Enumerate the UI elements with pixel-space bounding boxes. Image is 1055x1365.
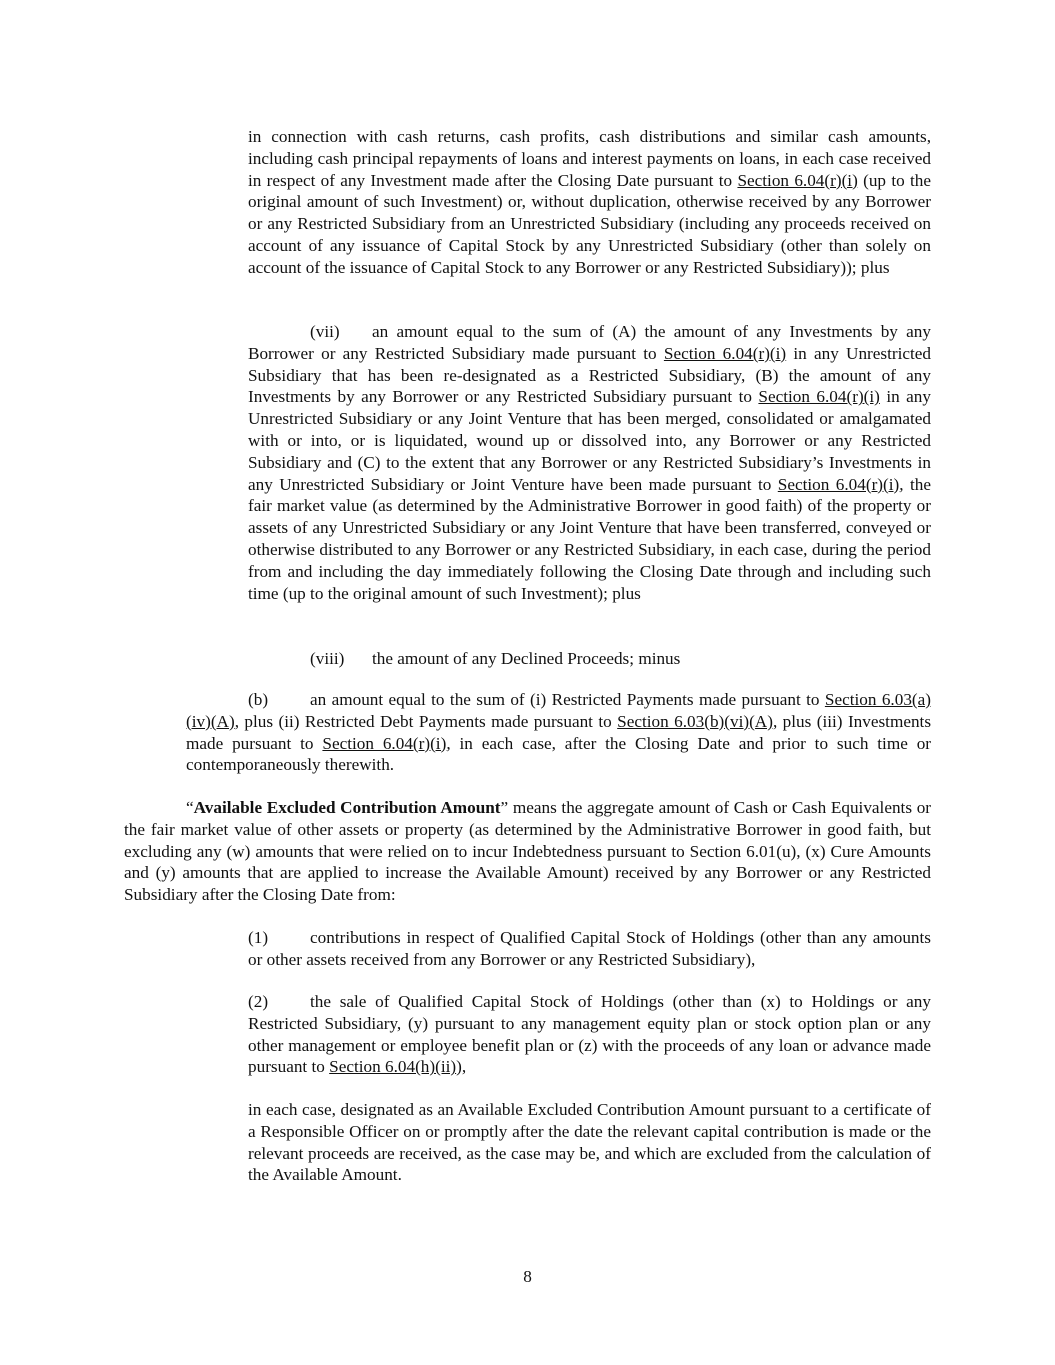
text-run: , plus (ii) Restricted Debt Payments made pursuant to [234,711,618,731]
section-reference: Section 6.04(r)(i) [663,343,787,363]
section-reference: Section 6.04(r)(i) [322,733,447,753]
clause-viii [248,648,931,670]
section-reference: Section 6.04(r)(i) [777,474,900,494]
text-run: in each case, designated as an Available Excluded Contribution Amount pursuant to a certificate of a Responsible Officer on or promptly after the date the relevant capital contribution is made or the relevant proceeds are received, as the case may be, and which are excluded from the calculation of the Available Amount. [248,1100,931,1185]
text-run: ), [456,1057,467,1077]
text-run: in any Unrestricted Subsidiary or any Joint Venture that has been merged, consolidated or amalgamated with or into, or is liquidated, wound up or dissolved into, any Borrower or any Restricted Subsidiary and (C) to the extent that any Borrower or any Restricted Subsidiary’s Investments in any Unrestricted Subsidiary or Joint Venture have been made pursuant to [248,387,931,494]
section-reference: Section 6.03(b)(vi)(A) [617,711,773,731]
clause-label: (b) [248,690,269,709]
item-1 [248,927,931,971]
text-run: (up to the original amount of such Investment) or, without duplication, otherwise received by any Borrower or any Restricted Subsidiary from an Unrestricted Subsidiary (including any proceeds received on account of any issuance of Capital Stock by any Unrestricted Subsidiary (other than solely on account of the issuance of Capital Stock to any Borrower or any Restricted Subsidiary)); plus [248,170,932,277]
text-run: , plus (iii) Investments made pursuant to [186,711,932,753]
text-run: an amount equal to the sum of (A) the amount of any Investments by any Borrower or any Restricted Subsidiary made pursuant to [248,322,931,363]
text-run: ” means the aggregate amount of Cash or Cash Equivalents or the fair market value of other assets or property (as determined by the Administrative Borrower in good faith, but excluding any (w) amounts that were relied on to incur Indebtedness pursuant to Section 6.01(u), (x) Cure Amounts and (y) amounts that are applied to increase the Available Amount) received by any Borrower or any Restricted Subsidiary after the Closing Date from: [124,798,932,905]
quote-mark: “ [186,798,194,817]
text-run: contributions in respect of Qualified Capital Stock of Holdings (other than any amounts or other assets received from any Borrower or any Restricted Subsidiary), [248,928,931,969]
page-number: 8 [523,1267,532,1286]
text-run: the amount of any Declined Proceeds; minus [372,649,681,668]
text-run: the sale of Qualified Capital Stock of Holdings (other than (x) to Holdings or any Restricted Subsidiary, (y) pursuant to any management equity plan or stock option plan or any other management or employee benefit plan or (z) with the proceeds of any loan or advance made pursuant to [248,992,931,1077]
text-run: in any Unrestricted Subsidiary that has been re-designated as a Restricted Subsidiary, (B) the amount of any Investments by any Borrower or any Restricted Subsidiary pursuant to [248,343,931,407]
closing-paragraph [248,1099,931,1186]
clause-label: (vii) [310,322,340,341]
section-reference: Section 6.03(a)(iv)(A) [186,690,931,731]
clause-label: (viii) [310,649,345,668]
clause-b [186,689,931,776]
item-2 [248,991,931,1078]
section-reference: Section 6.04(r)(i) [737,170,858,190]
text-run: , in each case, after the Closing Date and prior to such time or contemporaneously therewith. [186,733,932,775]
section-reference: Section 6.04(h)(ii) [329,1057,457,1077]
paragraph-continuation [248,126,931,279]
item-label: (2) [248,992,269,1011]
defined-term: Available Excluded Contribution Amount [193,798,501,817]
text-run: in connection with cash returns, cash profits, cash distributions and similar cash amounts, including cash principal repayments of loans and interest payments on loans, in each case received in respect of any Investment made after the Closing Date pursuant to [248,127,931,190]
text-run: , the fair market value (as determined by the Administrative Borrower in good faith) of the property or assets of any Unrestricted Subsidiary or any Joint Venture that have been transferred, conveyed or otherwise distributed to any Borrower or any Restricted Subsidiary, in each case, during the period from and including the day immediately following the Closing Date through and including such time (up to the original amount of such Investment); plus [248,474,932,603]
text-run: an amount equal to the sum of (i) Restricted Payments made pursuant to [310,690,825,709]
definition-available-excluded-contribution-amount [124,797,931,906]
clause-vii [248,321,931,604]
item-label: (1) [248,928,269,947]
section-reference: Section 6.04(r)(i) [758,387,880,407]
